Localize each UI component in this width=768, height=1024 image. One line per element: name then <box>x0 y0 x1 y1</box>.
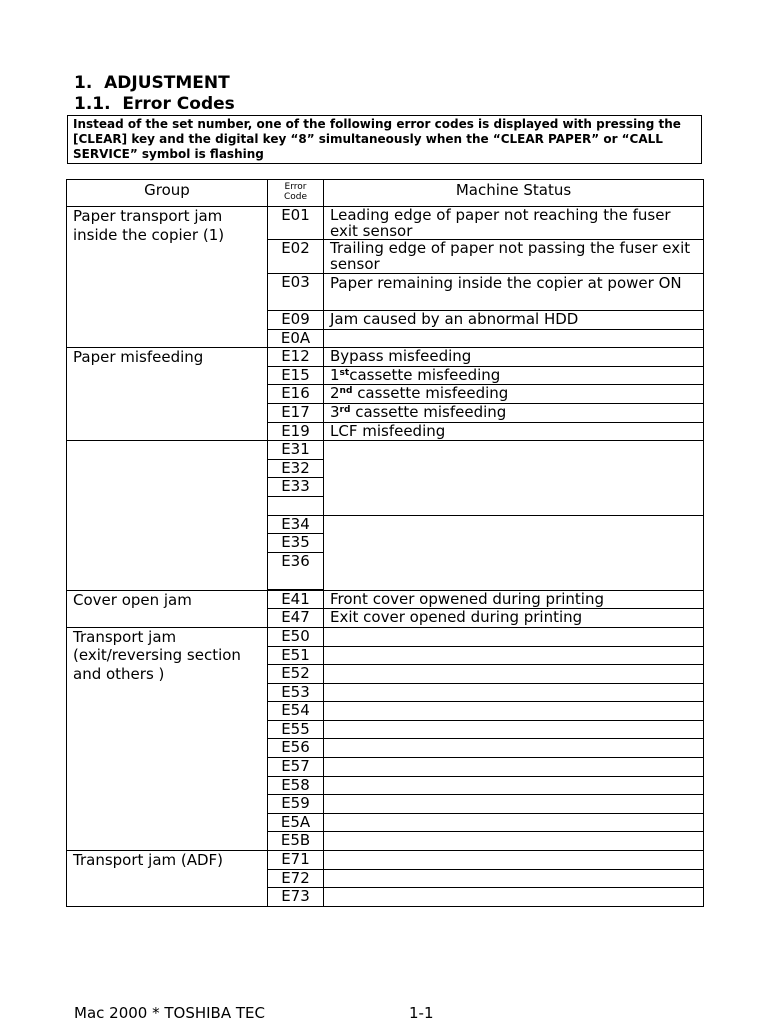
machine-status: LCF misfeeding <box>324 422 704 441</box>
machine-status <box>324 627 704 646</box>
intro-text: Instead of the set number, one of the following error codes is displayed with pressing the [CLEAR] key and the digital key “8” simultaneously when the “CLEAR PAPER” or “CALL SERVICE” symbol is flashing <box>67 115 702 164</box>
group-transport-adf: Transport jam (ADF) <box>67 851 268 907</box>
error-code: E57 <box>268 758 324 777</box>
table-row <box>67 207 704 240</box>
error-code <box>268 496 324 515</box>
error-code: E41 <box>268 590 324 609</box>
error-code: E34 <box>268 515 324 534</box>
machine-status <box>324 776 704 795</box>
error-code: E35 <box>268 534 324 553</box>
machine-status <box>324 739 704 758</box>
error-code: E59 <box>268 795 324 814</box>
error-code: E15 <box>268 366 324 385</box>
error-code: E03 <box>268 274 324 311</box>
error-code: E55 <box>268 720 324 739</box>
table-row <box>67 851 704 870</box>
group-empty <box>67 441 268 591</box>
subsection-title: Error Codes <box>122 94 235 114</box>
table-row <box>67 441 704 460</box>
error-code: E19 <box>268 422 324 441</box>
error-code-table <box>66 179 704 907</box>
error-code: E17 <box>268 403 324 422</box>
error-code: E51 <box>268 646 324 665</box>
error-code: E16 <box>268 385 324 404</box>
error-code: E5B <box>268 832 324 851</box>
machine-status <box>324 851 704 870</box>
error-code: E52 <box>268 665 324 684</box>
machine-status: Front cover opwened during printing <box>324 590 704 609</box>
machine-status: 1stcassette misfeeding <box>324 366 704 385</box>
error-code: E72 <box>268 869 324 888</box>
machine-status <box>324 813 704 832</box>
table-row <box>67 627 704 646</box>
error-code: E02 <box>268 240 324 274</box>
table-header-row <box>67 180 704 207</box>
section-heading <box>74 73 230 93</box>
group-paper-misfeeding: Paper misfeeding <box>67 348 268 441</box>
machine-status <box>324 441 704 515</box>
machine-status <box>324 720 704 739</box>
header-group: Group <box>67 180 268 207</box>
machine-status: Leading edge of paper not reaching the fuser exit sensor <box>324 207 704 240</box>
error-code: E36 <box>268 552 324 589</box>
machine-status: Paper remaining inside the copier at power ON <box>324 274 704 311</box>
group-paper-transport: Paper transport jam inside the copier (1) <box>67 207 268 348</box>
machine-status <box>324 665 704 684</box>
machine-status <box>324 683 704 702</box>
section-number: 1. <box>74 73 93 93</box>
error-code: E71 <box>268 851 324 870</box>
machine-status: Bypass misfeeding <box>324 348 704 367</box>
error-code: E54 <box>268 702 324 721</box>
error-code: E01 <box>268 207 324 240</box>
subsection-number: 1.1. <box>74 94 111 114</box>
error-code: E53 <box>268 683 324 702</box>
header-machine-status: Machine Status <box>324 180 704 207</box>
footer-page-number: 1-1 <box>409 1004 434 1022</box>
group-transport-exit: Transport jam (exit/reversing section and others ) <box>67 627 268 850</box>
machine-status <box>324 832 704 851</box>
header-error-code: Error Code <box>268 180 324 207</box>
table-row <box>67 348 704 367</box>
error-code: E0A <box>268 329 324 348</box>
error-code: E31 <box>268 441 324 460</box>
error-code: E50 <box>268 627 324 646</box>
machine-status <box>324 515 704 590</box>
section-title: ADJUSTMENT <box>104 73 230 93</box>
machine-status <box>324 646 704 665</box>
error-code: E32 <box>268 459 324 478</box>
error-code: E58 <box>268 776 324 795</box>
machine-status: Trailing edge of paper not passing the fuser exit sensor <box>324 240 704 274</box>
error-code: E5A <box>268 813 324 832</box>
machine-status <box>324 888 704 907</box>
machine-status <box>324 758 704 777</box>
error-code: E09 <box>268 311 324 330</box>
subsection-heading <box>74 94 235 114</box>
error-code: E47 <box>268 609 324 628</box>
machine-status <box>324 869 704 888</box>
table-row <box>67 590 704 609</box>
machine-status <box>324 329 704 348</box>
machine-status: 2nd cassette misfeeding <box>324 385 704 404</box>
machine-status <box>324 795 704 814</box>
machine-status: Exit cover opened during printing <box>324 609 704 628</box>
error-code: E73 <box>268 888 324 907</box>
error-code: E12 <box>268 348 324 367</box>
machine-status: Jam caused by an abnormal HDD <box>324 311 704 330</box>
machine-status <box>324 702 704 721</box>
machine-status: 3rd cassette misfeeding <box>324 403 704 422</box>
group-cover-open: Cover open jam <box>67 590 268 627</box>
footer-doc-title: Mac 2000 * TOSHIBA TEC <box>74 1004 265 1022</box>
error-code: E33 <box>268 478 324 497</box>
error-code: E56 <box>268 739 324 758</box>
